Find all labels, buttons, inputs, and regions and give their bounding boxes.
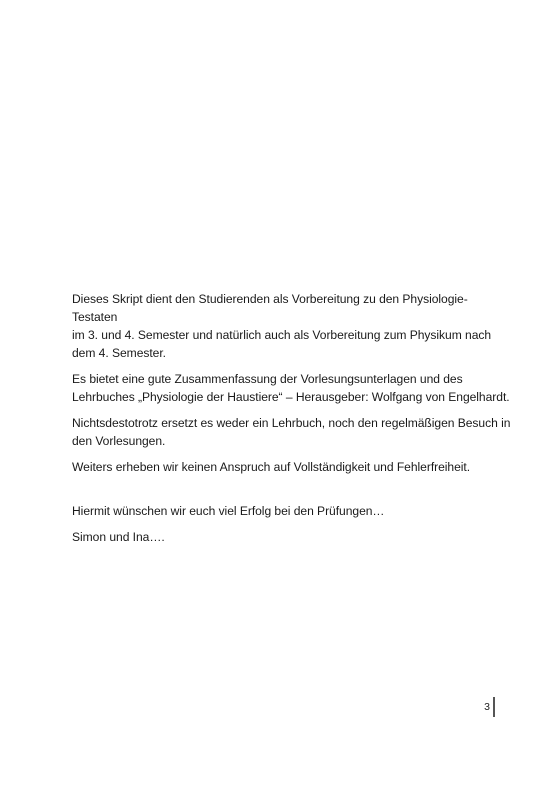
- paragraph-completeness: Weiters erheben wir keinen Anspruch auf Vollständigkeit und Fehlerfreiheit.: [72, 460, 471, 474]
- paragraph-wishes: Hiermit wünschen wir euch viel Erfolg bei den Prüfungen…: [72, 504, 385, 518]
- page-number-rule: [493, 697, 495, 717]
- paragraph-signature: Simon und Ina….: [72, 530, 165, 544]
- paragraph-summary: Es bietet eine gute Zusammenfassung der Vorlesungsunterlagen und des Lehrbuches „Physiologie der Haustiere“ – Herausgeber: Wolfgang von Engelhardt.: [72, 372, 510, 404]
- preface-text: [72, 290, 512, 554]
- paragraph-purpose: Dieses Skript dient den Studierenden als Vorbereitung zu den Physiologie-Testaten im 3. und 4. Semester und natürlich auch als Vorbereitung zum Physikum nach dem 4. Semester.: [72, 292, 492, 360]
- page-number-text: 3: [484, 701, 490, 713]
- page-number: [480, 697, 500, 717]
- paragraph-disclaimer: Nichtsdestotrotz ersetzt es weder ein Lehrbuch, noch den regelmäßigen Besuch in den Vorlesungen.: [72, 416, 511, 448]
